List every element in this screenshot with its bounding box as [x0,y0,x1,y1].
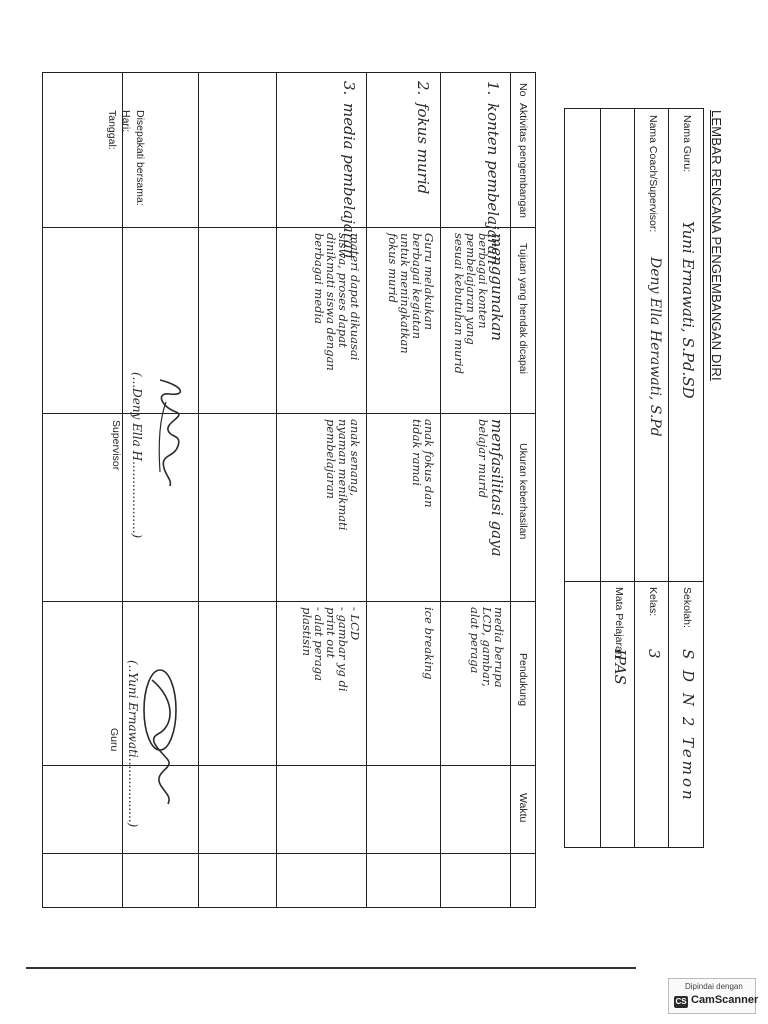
table-column-divider [43,765,535,766]
development-plan-table [42,72,536,908]
row-2-aktivitas: fokus murid [414,103,432,195]
table-row-divider [366,73,367,907]
info-row-divider [600,109,601,847]
row-3-pendukung-line: print out [324,607,338,659]
mapel-value: IPAS [611,649,629,685]
kelas-value: 3 [645,649,663,659]
document-title: LEMBAR RENCANA PENGEMBANGAN DIRI [709,110,724,381]
camscanner-logo-icon: CS [675,997,687,1006]
row-3-pendukung-line: - LCD [348,607,362,641]
row-3-tujuan [313,233,361,371]
table-row-divider [122,73,123,907]
info-row-divider [634,109,635,847]
header-waktu: Waktu [517,793,529,823]
row-1-tujuan [453,233,505,374]
row-2-no: 2. [414,81,432,96]
row-2-ukuran [411,419,435,507]
sekolah-label: Sekolah: [681,587,693,628]
row-2-tujuan-line: untuk meningkatkan [398,233,412,354]
scan-edge-line [26,967,636,969]
camscanner-badge [668,978,759,1014]
supervisor-name: (...Deny Ella H...................) [130,372,144,539]
badge-scanned-text: Dipindai dengan [685,982,743,991]
row-2-tujuan-line: berbagai kegiatan [410,233,424,339]
table-row-divider [198,73,199,907]
row-1-aktivitas: konten pembelajaran [484,103,502,265]
table-column-divider [43,413,535,414]
badge-brand: CamScanner [691,994,759,1006]
row-3-tujuan-line: materi dapat dikuasai [348,233,362,361]
header-tujuan: Tujuan yang hendak dicapai [517,243,529,374]
row-1-tujuan-line: menggunakan [488,233,506,341]
row-3-no: 3. [340,81,358,96]
table-column-divider [43,601,535,602]
table-header-divider [510,73,511,907]
guru-value: Yuni Ernawati, S.Pd.SD [679,221,697,399]
header-pendukung: Pendukung [517,653,529,707]
info-column-divider [565,581,703,582]
row-2-ukuran-line: anak fokus dan [422,419,436,508]
row-2-ukuran-line: tidak ramai [410,419,424,486]
row-1-tujuan-line: pembelajaran yang [464,233,478,345]
table-row-divider [440,73,441,907]
row-1-ukuran [477,419,505,557]
row-2-tujuan-line: Guru melakukan [422,233,436,331]
guru-label: Nama Guru: [681,115,693,173]
row-1-no: 1. [484,81,502,96]
hari-label: Hari: [120,110,132,133]
row-1-pendukung-line: alat peraga [468,607,482,674]
disepakati-label: Disepakati bersama: [134,110,146,206]
row-3-ukuran-line: anak senang, [348,419,362,497]
row-3-tujuan-line: siswa, proses dapat [336,233,350,348]
guru-signature [136,660,182,810]
row-3-ukuran-line: nyaman menikmati [336,419,350,531]
row-3-ukuran [325,419,361,530]
row-2-tujuan [387,233,435,354]
row-1-ukuran-line: menfasilitasi gaya [488,419,506,557]
header-aktivitas: Aktivitas pengembangan [517,103,529,218]
row-1-ukuran-line: belajar murid [476,419,490,499]
row-1-tujuan-line: sesuai kebutuhan murid [452,233,466,374]
supervisor-role: Supervisor [110,420,122,471]
table-column-divider [43,853,535,854]
row-2-pendukung [423,607,435,680]
row-1-pendukung [469,607,505,688]
row-1-tujuan-line: berbagai konten [476,233,490,329]
row-3-pendukung-line: - gambar yg di [336,607,350,692]
table-column-divider [43,227,535,228]
supervisor-signature [150,372,190,492]
row-3-tujuan-line: berbagai media [312,233,326,325]
row-3-ukuran-line: pembelajaran [324,419,338,499]
header-no: No [517,83,529,97]
mapel-label: Mata Pelajaran [613,587,625,658]
row-3-pendukung [301,607,361,692]
info-row-divider [668,109,669,847]
kelas-label: Kelas: [647,587,659,617]
row-3-tujuan-line: dinikmati siswa dengan [324,233,338,371]
guru-role: Guru [108,728,120,752]
row-2-pendukung-line: ice breaking [422,607,436,680]
row-2-tujuan-line: fokus murid [386,233,400,303]
row-1-pendukung-line: media berupa [492,607,506,688]
tanggal-label: Tanggal: [106,110,118,150]
header-ukuran: Ukuran keberhasilan [517,443,529,540]
row-3-pendukung-line: - alat peraga [312,607,326,681]
row-1-pendukung-line: LCD, gambar, [480,607,494,687]
coach-label: Nama Coach/Supervisor: [647,115,659,233]
sekolah-value: S D N 2 Temon [679,649,697,803]
table-row-divider [276,73,277,907]
info-box [564,108,704,848]
guru-name: (..Yuni Ernawati.................) [126,660,140,828]
coach-value: Deny Ella Herawati, S.Pd [647,257,663,437]
row-3-aktivitas: media pembelajaran [340,103,358,259]
row-3-pendukung-line: plastisin [300,607,314,657]
